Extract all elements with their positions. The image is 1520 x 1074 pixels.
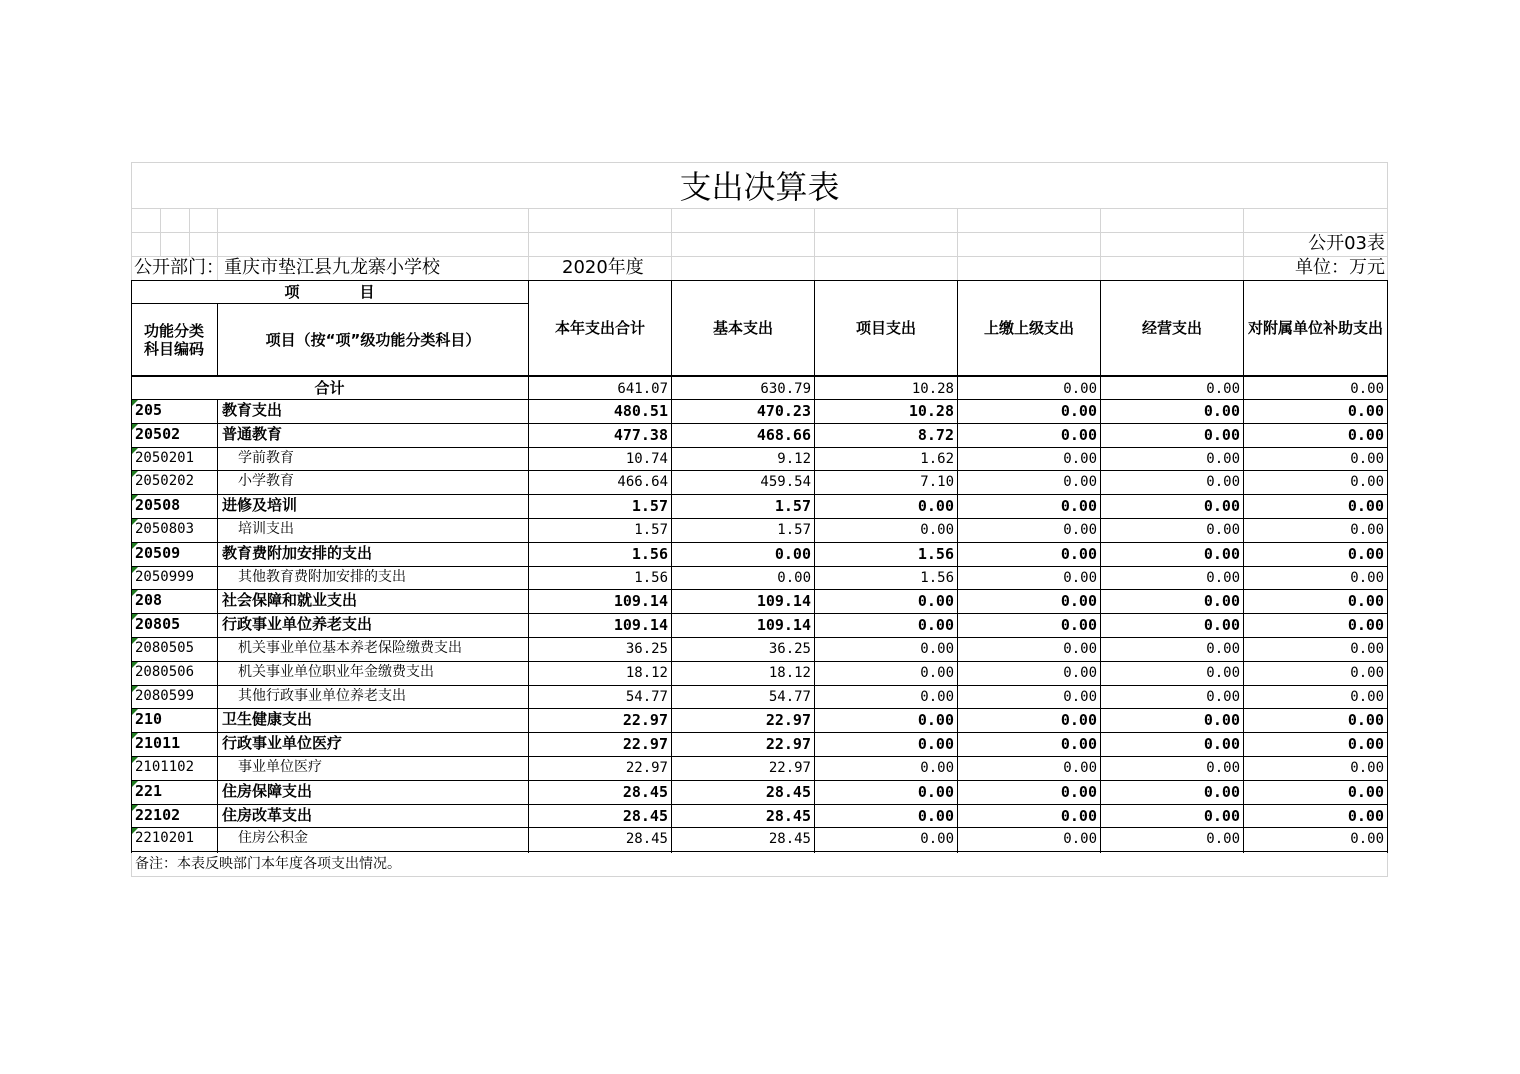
row-value: 0.00 <box>1347 497 1384 516</box>
row-value: 0.00 <box>917 497 954 516</box>
row-value: 0.00 <box>1060 806 1097 825</box>
row-code: 2050201 <box>135 449 195 466</box>
grid-line <box>131 208 1388 209</box>
row-value: 22.97 <box>622 711 668 730</box>
total-label: 合计 <box>314 379 345 397</box>
row-value: 0.00 <box>1350 474 1384 491</box>
row-value: 18.12 <box>625 664 668 681</box>
row-value: 18.12 <box>768 664 811 681</box>
row-value: 0.00 <box>1203 616 1240 635</box>
border <box>217 399 218 853</box>
row-value: 0.00 <box>1063 664 1097 681</box>
row-value: 109.14 <box>613 592 668 611</box>
row-value: 0.00 <box>1203 497 1240 516</box>
row-value: 0.00 <box>1347 592 1384 611</box>
total-value: 630.79 <box>760 381 811 397</box>
border <box>957 280 958 853</box>
header-subsidy: 对附属单位补助支出 <box>1248 318 1384 337</box>
row-value: 468.66 <box>756 425 811 444</box>
row-code: 2080506 <box>135 663 195 680</box>
row-value: 1.57 <box>777 522 811 538</box>
row-value: 28.45 <box>622 806 668 825</box>
total-value: 0.00 <box>1063 381 1097 397</box>
row-value: 0.00 <box>1350 641 1384 657</box>
form-number: 公开03表 <box>1308 233 1385 254</box>
header-name: 项目（按“项”级功能分类科目） <box>265 330 481 349</box>
row-name: 普通教育 <box>222 424 283 443</box>
row-name: 其他行政事业单位养老支出 <box>238 687 406 704</box>
row-value: 0.00 <box>1347 735 1384 754</box>
row-value: 9.12 <box>777 450 811 467</box>
row-value: 0.00 <box>1063 831 1097 848</box>
grid-line <box>131 232 1388 233</box>
header-business: 经营支出 <box>1141 318 1202 337</box>
row-value: 0.00 <box>1350 688 1384 705</box>
row-value: 0.00 <box>920 641 954 657</box>
row-value: 8.72 <box>917 425 954 444</box>
row-value: 0.00 <box>920 688 954 705</box>
row-value: 0.00 <box>1203 806 1240 825</box>
row-value: 1.57 <box>631 497 668 516</box>
row-value: 0.00 <box>1350 522 1384 538</box>
header-code: 功能分类科目编码 <box>143 321 204 358</box>
row-value: 0.00 <box>777 569 811 586</box>
row-value: 0.00 <box>1060 402 1097 420</box>
row-value: 0.00 <box>920 760 954 776</box>
row-code: 2080599 <box>135 687 195 704</box>
border <box>1100 280 1101 853</box>
border <box>528 280 529 853</box>
row-value: 480.51 <box>613 402 668 420</box>
row-value: 0.00 <box>1350 831 1384 848</box>
row-value: 0.00 <box>917 806 954 825</box>
row-code: 2050999 <box>135 568 195 585</box>
row-value: 0.00 <box>1347 711 1384 730</box>
row-value: 28.45 <box>765 806 811 825</box>
row-code: 20508 <box>135 496 181 515</box>
row-value: 0.00 <box>1203 782 1240 801</box>
row-value: 0.00 <box>1063 688 1097 705</box>
total-value: 10.28 <box>911 381 954 397</box>
header-basic: 基本支出 <box>712 318 773 337</box>
row-value: 0.00 <box>1350 760 1384 776</box>
row-code: 20502 <box>135 424 181 443</box>
row-value: 466.64 <box>617 474 668 491</box>
row-value: 0.00 <box>1206 831 1240 848</box>
border <box>217 303 218 377</box>
row-code: 2050803 <box>135 521 195 537</box>
row-value: 0.00 <box>1347 425 1384 444</box>
row-value: 0.00 <box>1206 522 1240 538</box>
row-value: 0.00 <box>920 664 954 681</box>
row-code: 22102 <box>135 805 181 824</box>
border <box>814 280 815 853</box>
row-code: 205 <box>135 401 163 419</box>
row-code: 208 <box>135 591 163 610</box>
row-value: 36.25 <box>768 641 811 657</box>
grid-line <box>957 208 958 280</box>
page-title: 支出决算表 <box>679 168 840 206</box>
row-code: 20805 <box>135 615 181 634</box>
row-value: 0.00 <box>1060 497 1097 516</box>
row-code: 2080505 <box>135 640 195 656</box>
row-value: 0.00 <box>1060 425 1097 444</box>
row-value: 1.57 <box>634 522 668 538</box>
row-value: 0.00 <box>1063 450 1097 467</box>
row-value: 28.45 <box>768 831 811 848</box>
header-upper: 上缴上级支出 <box>983 318 1074 337</box>
row-value: 0.00 <box>1063 641 1097 657</box>
grid-line <box>189 208 190 256</box>
row-value: 0.00 <box>917 592 954 611</box>
row-name: 机关事业单位基本养老保险缴费支出 <box>238 640 462 656</box>
row-value: 109.14 <box>613 616 668 635</box>
row-name: 住房保障支出 <box>222 781 313 800</box>
row-value: 0.00 <box>1350 664 1384 681</box>
row-value: 0.00 <box>1203 592 1240 611</box>
row-value: 22.97 <box>622 735 668 754</box>
row-name: 小学教育 <box>238 473 294 490</box>
row-value: 0.00 <box>1350 569 1384 586</box>
row-value: 0.00 <box>1203 402 1240 420</box>
grid-line <box>160 208 161 256</box>
border <box>131 280 132 853</box>
grid-line <box>814 208 815 280</box>
row-value: 0.00 <box>1206 450 1240 467</box>
row-value: 0.00 <box>1060 616 1097 635</box>
department-label: 公开部门：重庆市垫江县九龙寨小学校 <box>134 257 440 278</box>
grid-line <box>1100 208 1101 280</box>
row-value: 22.97 <box>765 735 811 754</box>
row-value: 0.00 <box>1063 474 1097 491</box>
row-value: 0.00 <box>917 711 954 730</box>
fiscal-year: 2020年度 <box>562 257 644 278</box>
row-value: 0.00 <box>1060 782 1097 801</box>
row-value: 28.45 <box>625 831 668 848</box>
row-value: 54.77 <box>625 688 668 705</box>
row-name: 机关事业单位职业年金缴费支出 <box>238 663 434 680</box>
row-name: 其他教育费附加安排的支出 <box>238 568 406 585</box>
grid-line <box>528 208 529 280</box>
row-value: 0.00 <box>1203 735 1240 754</box>
header-project: 项目支出 <box>855 318 916 337</box>
total-value: 641.07 <box>617 381 668 397</box>
row-value: 22.97 <box>765 711 811 730</box>
row-value: 1.62 <box>920 450 954 467</box>
row-value: 1.57 <box>774 497 811 516</box>
row-value: 0.00 <box>1206 760 1240 776</box>
row-value: 0.00 <box>1063 522 1097 538</box>
row-value: 0.00 <box>917 782 954 801</box>
row-value: 54.77 <box>768 688 811 705</box>
total-value: 0.00 <box>1350 381 1384 397</box>
unit-label: 单位：万元 <box>1295 257 1385 278</box>
row-value: 0.00 <box>1063 569 1097 586</box>
row-value: 1.56 <box>634 569 668 586</box>
row-value: 470.23 <box>756 402 811 420</box>
grid-line <box>131 162 1388 163</box>
row-value: 0.00 <box>917 616 954 635</box>
row-value: 0.00 <box>1206 688 1240 705</box>
row-value: 0.00 <box>1060 735 1097 754</box>
row-value: 1.56 <box>917 544 954 563</box>
row-value: 10.74 <box>625 450 668 467</box>
row-value: 459.54 <box>760 474 811 491</box>
row-value: 0.00 <box>1206 474 1240 491</box>
row-value: 109.14 <box>756 592 811 611</box>
row-value: 0.00 <box>1206 641 1240 657</box>
row-name: 住房改革支出 <box>222 805 313 824</box>
row-value: 0.00 <box>1347 782 1384 801</box>
row-value: 1.56 <box>920 569 954 586</box>
row-value: 7.10 <box>920 474 954 491</box>
total-value: 0.00 <box>1206 381 1240 397</box>
footnote: 备注：本表反映部门本年度各项支出情况。 <box>135 856 401 872</box>
row-value: 0.00 <box>1060 711 1097 730</box>
header-project-group: 项 目 <box>284 282 375 301</box>
row-value: 10.28 <box>908 402 954 420</box>
row-name: 住房公积金 <box>238 830 308 847</box>
row-value: 28.45 <box>622 782 668 801</box>
row-value: 0.00 <box>774 544 811 563</box>
row-value: 0.00 <box>1347 806 1384 825</box>
row-name: 卫生健康支出 <box>222 710 313 729</box>
header-total: 本年支出合计 <box>554 318 645 337</box>
row-value: 1.56 <box>631 544 668 563</box>
row-value: 0.00 <box>917 735 954 754</box>
border <box>671 280 672 853</box>
row-code: 2101102 <box>135 759 195 775</box>
row-value: 36.25 <box>625 641 668 657</box>
row-value: 22.97 <box>625 760 668 776</box>
border <box>1387 280 1388 853</box>
row-code: 2050202 <box>135 473 195 490</box>
row-value: 0.00 <box>1063 760 1097 776</box>
row-name: 教育费附加安排的支出 <box>222 543 373 562</box>
row-value: 0.00 <box>1350 450 1384 467</box>
row-name: 教育支出 <box>222 401 283 419</box>
row-value: 0.00 <box>1347 544 1384 563</box>
row-value: 0.00 <box>1347 616 1384 635</box>
row-value: 0.00 <box>920 522 954 538</box>
row-value: 0.00 <box>1347 402 1384 420</box>
row-name: 行政事业单位医疗 <box>222 734 343 753</box>
row-value: 22.97 <box>768 760 811 776</box>
row-name: 培训支出 <box>238 521 294 537</box>
row-name: 社会保障和就业支出 <box>222 591 358 610</box>
row-value: 0.00 <box>920 831 954 848</box>
row-value: 0.00 <box>1203 425 1240 444</box>
row-value: 0.00 <box>1060 592 1097 611</box>
row-value: 0.00 <box>1203 711 1240 730</box>
row-code: 210 <box>135 710 163 729</box>
row-value: 28.45 <box>765 782 811 801</box>
row-code: 21011 <box>135 734 181 753</box>
border <box>1243 280 1244 853</box>
row-code: 20509 <box>135 543 181 562</box>
row-name: 学前教育 <box>238 449 294 466</box>
row-value: 0.00 <box>1060 544 1097 563</box>
row-code: 221 <box>135 781 163 800</box>
row-name: 进修及培训 <box>222 496 298 515</box>
row-name: 行政事业单位养老支出 <box>222 615 373 634</box>
row-code: 2210201 <box>135 830 195 847</box>
row-value: 109.14 <box>756 616 811 635</box>
row-name: 事业单位医疗 <box>238 759 322 775</box>
expenditure-sheet <box>131 162 1388 877</box>
row-value: 477.38 <box>613 425 668 444</box>
row-value: 0.00 <box>1206 569 1240 586</box>
row-value: 0.00 <box>1206 664 1240 681</box>
grid-line <box>131 876 1388 877</box>
row-value: 0.00 <box>1203 544 1240 563</box>
